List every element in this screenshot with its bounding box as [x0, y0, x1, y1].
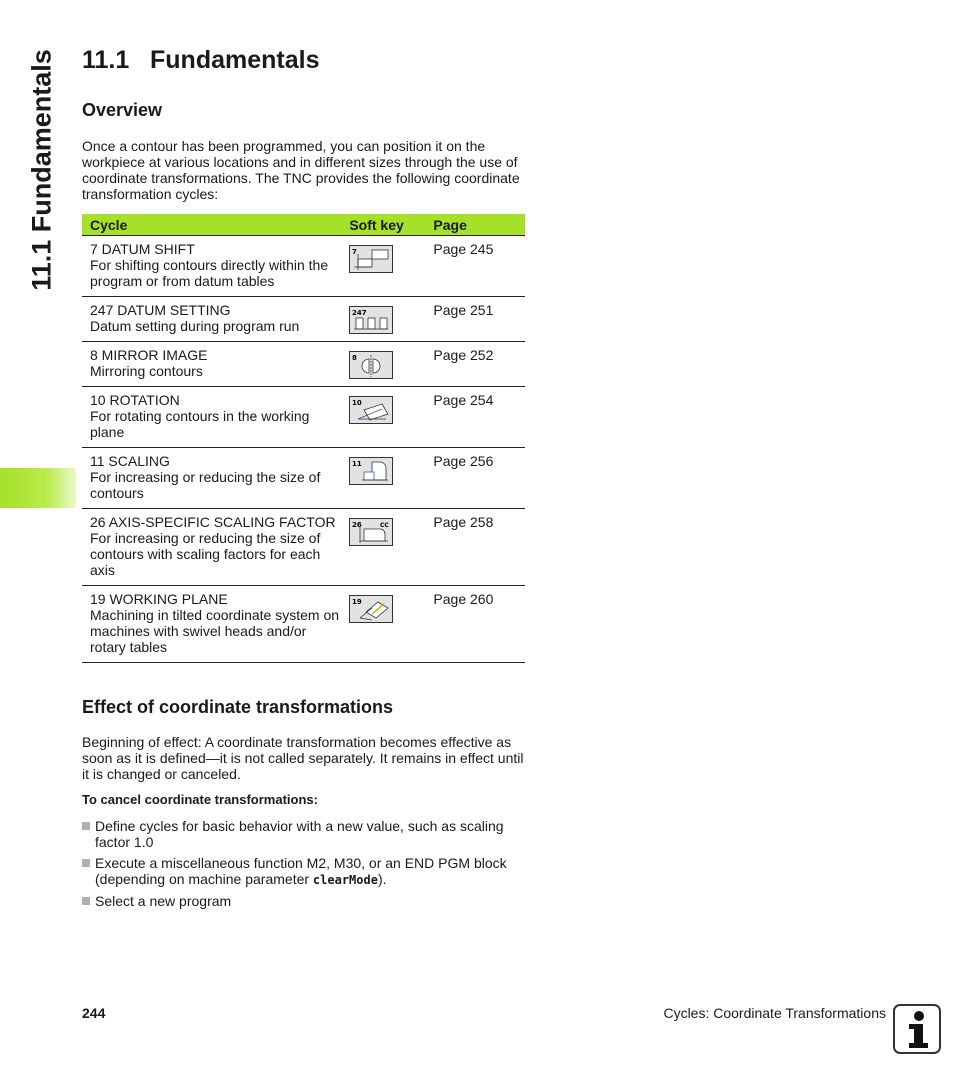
- cycle-name: 26 AXIS-SPECIFIC SCALING FACTOR: [90, 514, 336, 530]
- cycle-name: 11 SCALING: [90, 453, 170, 469]
- cycle-description: Mirroring contours: [90, 363, 203, 379]
- page-number: 244: [82, 1005, 106, 1021]
- working-plane-softkey-icon[interactable]: [349, 595, 393, 623]
- datum-setting-softkey-icon[interactable]: [349, 306, 393, 334]
- svg-text:8: 8: [352, 354, 358, 362]
- cycle-description: Machining in tilted coordinate system on machines with swivel heads and/or rotary tables: [90, 607, 340, 655]
- section-title: Fundamentals: [150, 46, 320, 74]
- table-row: [82, 586, 525, 663]
- page-reference: Page 256: [425, 448, 525, 509]
- table-header-row: [82, 214, 525, 236]
- page-reference: Page 258: [425, 509, 525, 586]
- column-header-cycle: Cycle: [82, 214, 341, 236]
- datum-shift-softkey-icon[interactable]: [349, 245, 393, 273]
- svg-text:CC: CC: [380, 522, 390, 529]
- svg-text:11: 11: [352, 460, 363, 468]
- side-chapter-tab: [0, 468, 76, 508]
- svg-text:26: 26: [352, 521, 363, 529]
- table-row: [82, 297, 525, 342]
- cycle-name: 19 WORKING PLANE: [90, 591, 228, 607]
- cancel-list: [82, 818, 532, 914]
- axis-scaling-softkey-icon[interactable]: [349, 518, 393, 546]
- cycle-name: 10 ROTATION: [90, 392, 180, 408]
- info-icon[interactable]: [893, 1004, 941, 1054]
- cycle-name: 247 DATUM SETTING: [90, 302, 231, 318]
- rotation-softkey-icon[interactable]: [349, 396, 393, 424]
- svg-text:247: 247: [352, 309, 367, 317]
- chapter-title: Cycles: Coordinate Transformations: [663, 1005, 886, 1021]
- column-header-page: Page: [425, 214, 525, 236]
- cycle-description: For shifting contours directly within the program or from datum tables: [90, 257, 329, 289]
- list-item: Define cycles for basic behavior with a new value, such as scaling factor 1.0: [82, 818, 532, 850]
- page-reference: Page 245: [425, 236, 525, 297]
- cycle-description: Datum setting during program run: [90, 318, 300, 334]
- cycle-name: 7 DATUM SHIFT: [90, 241, 195, 257]
- table-row: [82, 509, 525, 586]
- cycle-description: For rotating contours in the working plane: [90, 408, 310, 440]
- scaling-softkey-icon[interactable]: [349, 457, 393, 485]
- svg-text:19: 19: [352, 598, 363, 606]
- table-row: [82, 342, 525, 387]
- overview-paragraph: Once a contour has been programmed, you can position it on the workpiece at various locations and in different sizes through the use of coordinate transformations. The TNC provides the following coordinate transformation cycles:: [82, 138, 520, 202]
- cycle-description: For increasing or reducing the size of contours with scaling factors for each axis: [90, 530, 321, 578]
- cycle-description: For increasing or reducing the size of contours: [90, 469, 321, 501]
- parameter-name: clearMode: [312, 873, 378, 887]
- cancel-heading: To cancel coordinate transformations:: [82, 792, 318, 807]
- column-header-softkey: Soft key: [341, 214, 425, 236]
- page-reference: Page 251: [425, 297, 525, 342]
- section-number: 11.1: [82, 46, 130, 74]
- table-row: [82, 236, 525, 297]
- effect-heading: Effect of coordinate transformations: [82, 697, 394, 717]
- cycle-name: 8 MIRROR IMAGE: [90, 347, 208, 363]
- cycles-table: [82, 214, 525, 663]
- page-reference: Page 252: [425, 342, 525, 387]
- page-reference: Page 254: [425, 387, 525, 448]
- svg-text:10: 10: [352, 399, 363, 407]
- effect-paragraph: Beginning of effect: A coordinate transformation becomes effective as soon as it is defined—it is not called separately. It remains in effect until it is changed or canceled.: [82, 734, 524, 782]
- side-chapter-title: 11.1 Fundamentals: [26, 49, 57, 291]
- overview-heading: Overview: [82, 100, 163, 120]
- svg-text:7: 7: [352, 248, 358, 256]
- table-row: [82, 387, 525, 448]
- table-row: [82, 448, 525, 509]
- page-reference: Page 260: [425, 586, 525, 663]
- list-item: Execute a miscellaneous function M2, M30, or an END PGM block (depending on machine parameter clearMode).: [82, 855, 532, 888]
- mirror-image-softkey-icon[interactable]: [349, 351, 393, 379]
- list-item: Select a new program: [82, 893, 532, 909]
- page-title: [82, 46, 319, 75]
